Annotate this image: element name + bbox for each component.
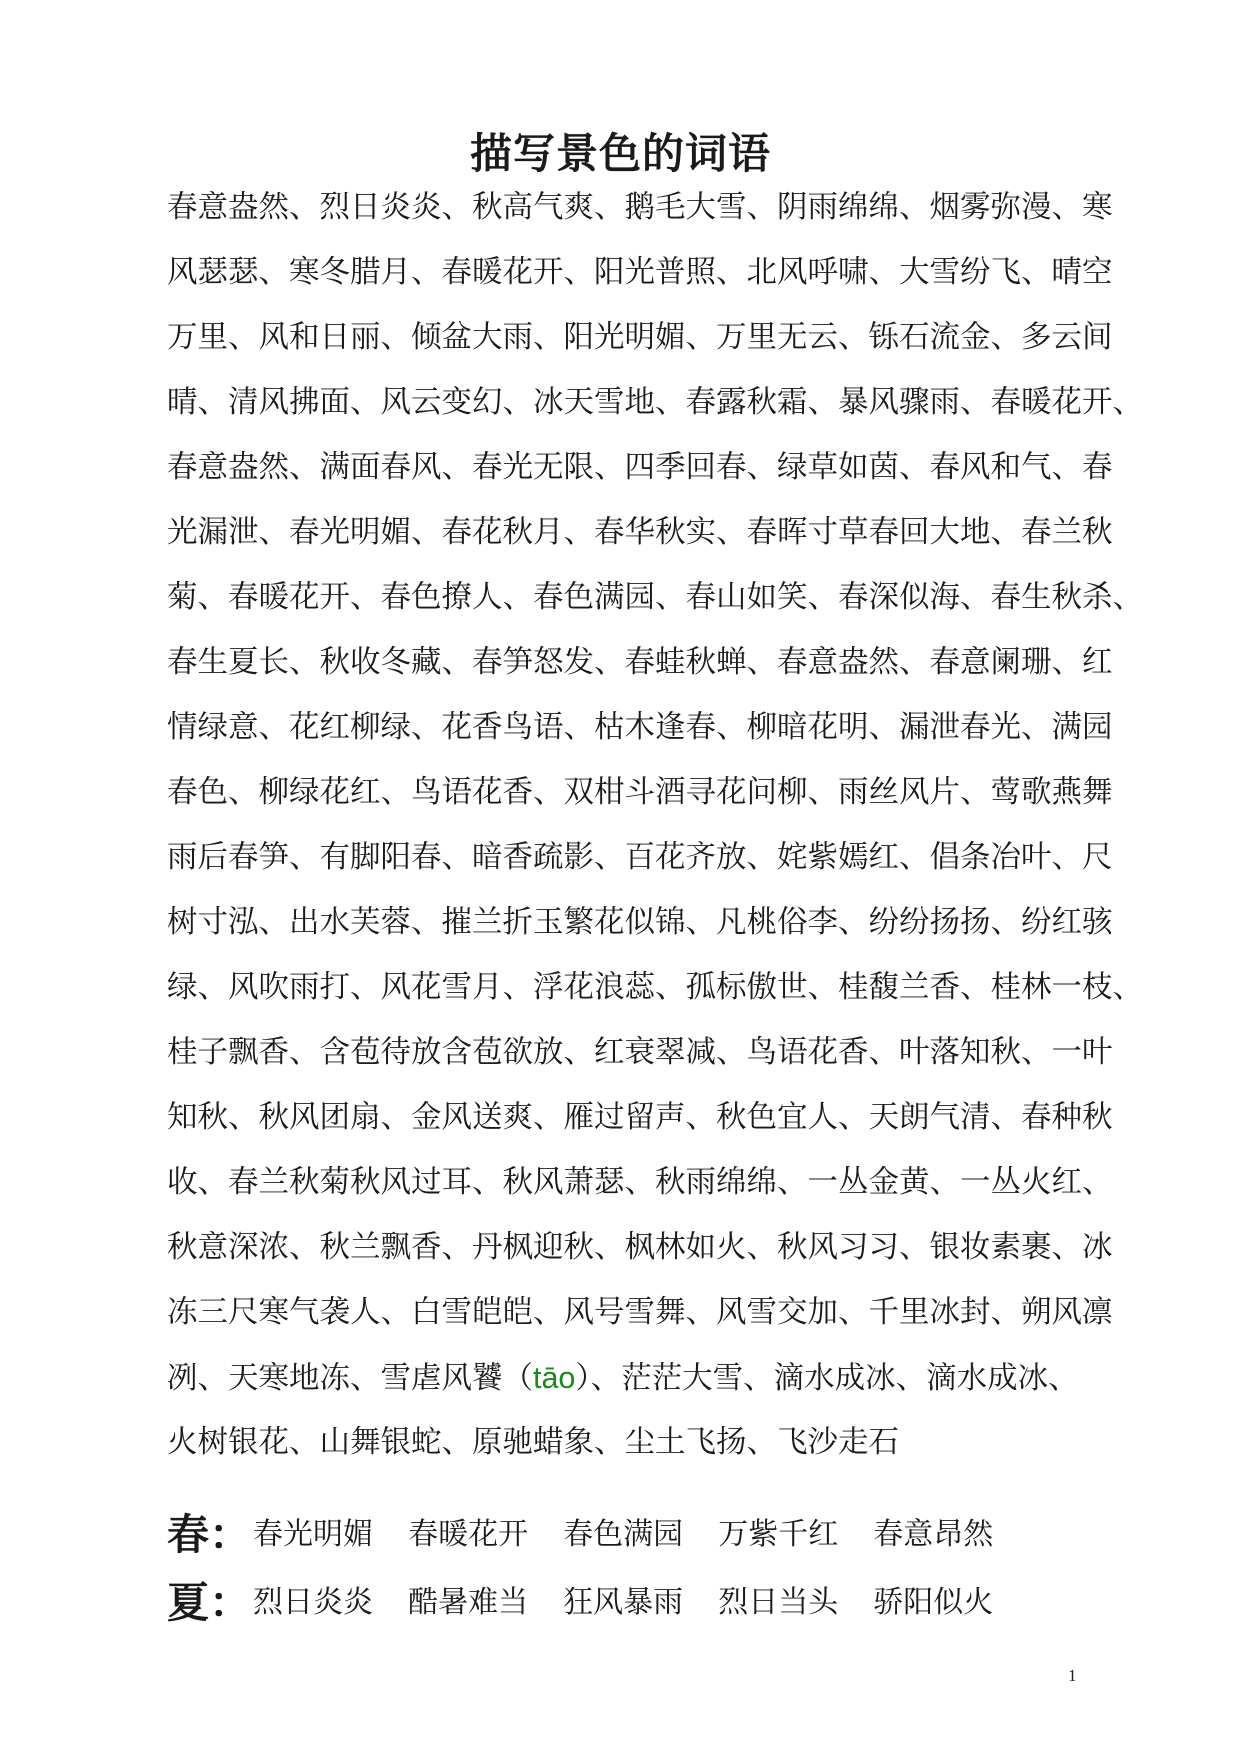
text-line xyxy=(167,1358,1077,1423)
text-line: 知秋、秋风团扇、金风送爽、雁过留声、秋色宜人、天朗气清、春种秋 xyxy=(167,1100,1113,1135)
text-line: 风瑟瑟、寒冬腊月、春暖花开、阳光普照、北风呼啸、大雪纷飞、晴空 xyxy=(167,255,1113,290)
text-line: 春意盎然、满面春风、春光无限、四季回春、绿草如茵、春风和气、春 xyxy=(167,450,1113,485)
text-segment: 冽、天寒地冻、雪虐风饕（ xyxy=(167,1361,533,1396)
spring-row xyxy=(167,1508,993,1562)
pinyin-annotation: tāo xyxy=(533,1361,576,1395)
text-line: 春意盎然、烈日炎炎、秋高气爽、鹅毛大雪、阴雨绵绵、烟雾弥漫、寒 xyxy=(167,190,1113,225)
text-segment: ）、茫茫大雪、滴水成冰、滴水成冰、 xyxy=(575,1361,1079,1396)
text-line: 收、春兰秋菊秋风过耳、秋风萧瑟、秋雨绵绵、一丛金黄、一丛火红、 xyxy=(167,1165,1113,1200)
text-line: 树寸泓、出水芙蓉、摧兰折玉繁花似锦、凡桃俗李、纷纷扬扬、纷红骇 xyxy=(167,905,1113,940)
summer-label: 夏： xyxy=(167,1578,252,1627)
text-line: 火树银花、山舞银蛇、原驰蜡象、尘土飞扬、飞沙走石 xyxy=(167,1425,899,1460)
spring-label: 春： xyxy=(167,1510,252,1559)
text-line: 晴、清风拂面、风云变幻、冰天雪地、春露秋霜、暴风骤雨、春暖花开、 xyxy=(167,385,1143,420)
text-line: 雨后春笋、有脚阳春、暗香疏影、百花齐放、姹紫嫣红、倡条冶叶、尺 xyxy=(167,840,1113,875)
page-number: 1 xyxy=(1068,1666,1077,1685)
text-line: 春色、柳绿花红、鸟语花香、双柑斗酒寻花问柳、雨丝风片、莺歌燕舞 xyxy=(167,775,1113,810)
text-line: 光漏泄、春光明媚、春花秋月、春华秋实、春晖寸草春回大地、春兰秋 xyxy=(167,515,1113,550)
word-list xyxy=(167,188,1143,1488)
text-line: 桂子飘香、含苞待放含苞欲放、红衰翠减、鸟语花香、叶落知秋、一叶 xyxy=(167,1035,1113,1070)
page-title: 描写景色的词语 xyxy=(469,129,771,178)
text-line: 春生夏长、秋收冬藏、春笋怒发、春蛙秋蝉、春意盎然、春意阑珊、红 xyxy=(167,645,1113,680)
text-line: 冻三尺寒气袭人、白雪皑皑、风号雪舞、风雪交加、千里冰封、朔风凛 xyxy=(167,1295,1113,1330)
text-line: 绿、风吹雨打、风花雪月、浮花浪蕊、孤标傲世、桂馥兰香、桂林一枝、 xyxy=(167,970,1143,1005)
summer-row xyxy=(167,1576,993,1630)
text-line: 菊、春暖花开、春色撩人、春色满园、春山如笑、春深似海、春生秋杀、 xyxy=(167,580,1143,615)
summer-words: 烈日炎炎 酷暑难当 狂风暴雨 烈日当头 骄阳似火 xyxy=(253,1585,994,1620)
spring-words: 春光明媚 春暖花开 春色满园 万紫千红 春意昂然 xyxy=(253,1517,994,1552)
text-line: 秋意深浓、秋兰飘香、丹枫迎秋、枫林如火、秋风习习、银妆素裹、冰 xyxy=(167,1230,1113,1265)
text-line: 万里、风和日丽、倾盆大雨、阳光明媚、万里无云、铄石流金、多云间 xyxy=(167,320,1113,355)
text-line: 情绿意、花红柳绿、花香鸟语、枯木逢春、柳暗花明、漏泄春光、满园 xyxy=(167,710,1113,745)
